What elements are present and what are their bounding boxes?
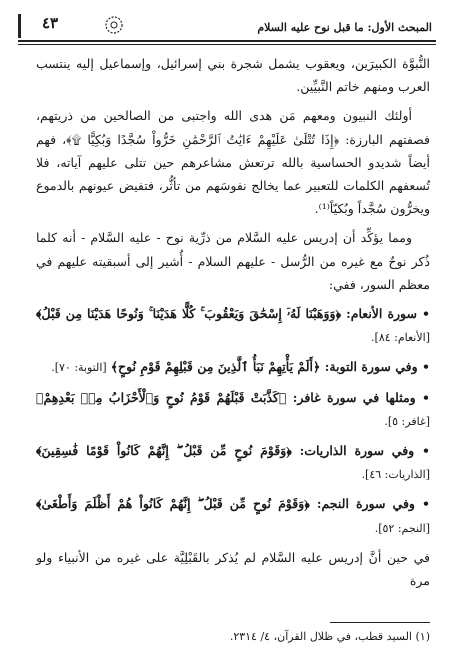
quote-text: • وفي سورة الذاريات: ﴿وَقَوْمَ نُوحٍ مِّن قَبْلُ ۖ إِنَّهُمْ كَانُواْ قَوْمًا فَٰسِقِينَ﴾ [36,443,430,459]
quote-text: • وفي سورة التوبة: ﴿أَلَمْ يَأْتِهِمْ نَبَأُ ٱلَّذِينَ مِن قَبْلِهِمْ قَوْمِ نُوحٍ﴾ [110,359,430,375]
quote-line [36,355,430,379]
closing-paragraph: في حين أنَّ إدريس عليه السَّلام لم يُذكر بالقَبْلِيَّة على غيره من الأنبياء ولو مرة [36,549,430,589]
quote-text: • وفي سورة النجم: ﴿وَقَوْمَ نُوحٍ مِّن قَبْلُ ۖ إِنَّهُمْ كَانُواْ هُمْ أَظْلَمَ وَأَطْغَىٰ﴾ [36,496,430,512]
quote-text: • ومثلها في سورة غافر: ﴿كَذَّبَتْ قَبْلَهُمْ قَوْمُ نُوحٍ وَٱلْأَحْزَابُ مِنۢ بَعْدِهِمْ﴾ [36,389,430,405]
quote-text: • سورة الأنعام: ﴿وَوَهَبْنَا لَهُۥٓ إِسْحَٰقَ وَيَعْقُوبَ ۚ كُلًّا هَدَيْنَا ۚ وَنُوحًا هَدَيْنَا مِن قَبْلُ﴾ [36,306,430,322]
page-number: ٤٣ [42,14,59,32]
quote-line [36,302,430,349]
quote-ref: [النجم: ٥٢]. [374,521,430,535]
header-rule [18,40,436,42]
quote-line [36,439,430,486]
quote-ref: [الذاريات: ٤٦]. [361,468,430,482]
quote-ref: [الأنعام: ٨٤]. [371,331,430,345]
quote-line [36,492,430,539]
header-rule-thin [18,44,436,45]
paragraph: النُّبوَّة الكبيرَين، ويعقوب يشمل شجرة بني إسرائيل، وإسماعيل إليه ينتسب العرب ومنهم خاتم النَّبيِّين. [36,56,430,95]
page-header [18,14,436,42]
quote-ref: [غافر: ٥]. [384,414,430,428]
page-body [36,52,430,598]
quote-ref: [التوبة: ٧٠]. [51,361,107,375]
paragraph: ومما يؤكِّد أن إدريس عليه السَّلام من ذرِّية نوح - عليه السَّلام - أنه كلما ذُكر نوحٌ مع غيره من الرُّسل - عليهم السلام - أُشير إلى أسبقيته عليهم في معظم السور، ففي: [36,230,430,292]
running-head: المبحث الأول: ما قبل نوح عليه السلام [257,21,432,34]
quote-line [36,386,430,433]
footnote: (١) السيد قطب، في ظلال القرآن، ٤/ ٢٣١٤. [229,630,430,643]
paragraph: أولئك النبيون ومعهم مَن هدى الله واجتبى من الصالحين من ذريتهم، فصفتهم البارزة: ﴿إِذَا تُتْلَىٰ عَلَيْهِمْ ءَايَٰتُ ٱلرَّحْمَٰنِ خَرُّواْ سُجَّدًا وَبُكِيًّا ۩﴾، فهم أيضاً شديدو الحساسية بالله ترتعش مشاعرهم حين تتلى عليهم آياته، فلا تُسعفهم الكلمات للتعبير عما يخالج نفوسَهم من تأثُّر، فتفيض عيونهم بالدموع ويخرُّون سُجَّداً وبُكيّاً⁽¹⁾. [36,108,430,217]
ornament-icon [104,15,124,35]
footnote-rule [330,622,430,623]
